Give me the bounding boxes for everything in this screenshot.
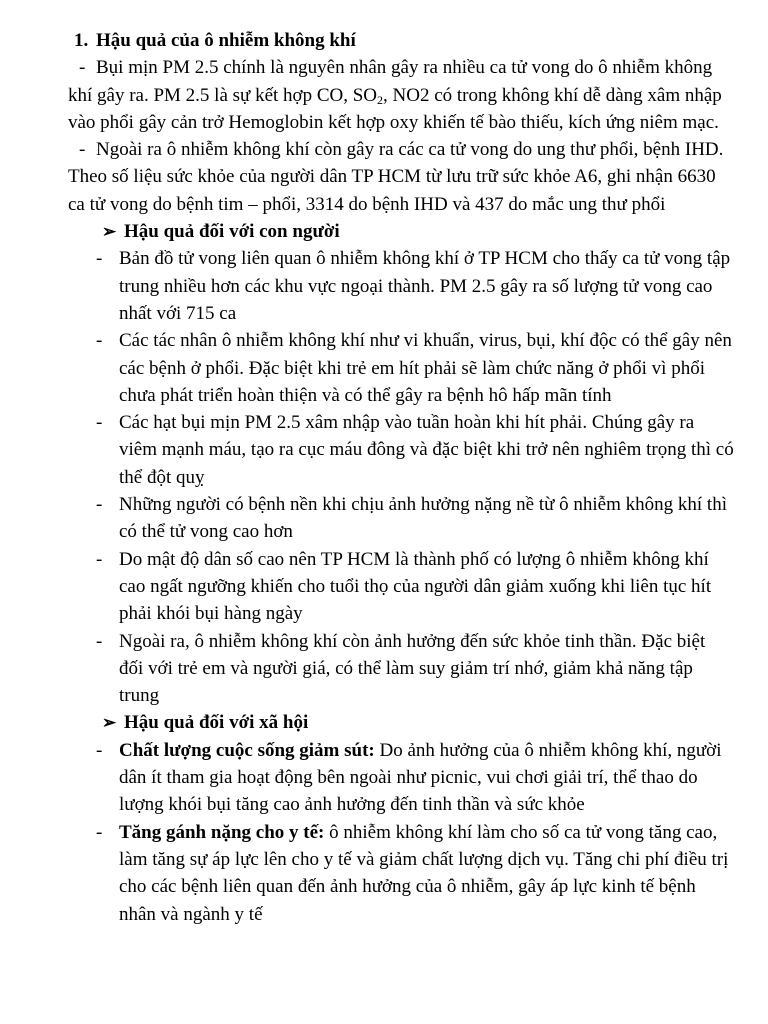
list-item-text: Các hạt bụi mịn PM 2.5 xâm nhập vào tuần hoàn khi hít phải. Chúng gây ra viêm mạnh máu, tạo ra cục máu đông và đặc biệt khi trở nên nghiêm trọng thì có thể đột quỵ xyxy=(119,412,734,488)
subheading-people xyxy=(102,218,734,245)
list-item xyxy=(68,409,734,491)
list-dash: - xyxy=(96,630,103,652)
subheading-title: Hậu quả đối với xã hội xyxy=(124,712,309,734)
subheading-society xyxy=(102,709,734,736)
list-item xyxy=(68,491,734,546)
arrow-bullet-icon: ➢ xyxy=(102,713,117,733)
list-dash: - xyxy=(96,739,103,761)
paragraph-pm25 xyxy=(68,54,734,136)
society-consequences-list xyxy=(68,737,734,928)
list-dash: - xyxy=(96,412,103,434)
arrow-bullet-icon: ➢ xyxy=(102,222,117,242)
list-item-text: Những người có bệnh nền khi chịu ảnh hưởng nặng nề từ ô nhiễm không khí thì có thể tử vong cao hơn xyxy=(119,494,727,543)
list-item xyxy=(68,819,734,928)
list-item xyxy=(68,245,734,327)
list-item-text: Do mật độ dân số cao nên TP HCM là thành phố có lượng ô nhiễm không khí cao ngất ngưỡng khiến cho tuổi thọ của người dân giảm xuống khi liên tục hít phải khói bụi hàng ngày xyxy=(119,548,712,625)
list-dash: - xyxy=(96,248,103,270)
paragraph-text-part1: Bụi mịn PM 2.5 chính là nguyên nhân gây ra nhiều ca tử vong do ô nhiễm không khí gây ra. PM 2.5 là sự kết hợp CO, SO xyxy=(68,57,713,106)
people-consequences-list xyxy=(68,245,734,709)
list-item xyxy=(68,737,734,819)
section-title: Hậu quả của ô nhiễm không khí xyxy=(96,30,356,51)
section-number: 1. xyxy=(74,30,89,51)
list-item-text: ô nhiễm không khí làm cho số ca tử vong tăng cao, làm tăng sự áp lực lên cho y tế và giảm chất lượng dịch vụ. Tăng chi phí điều trị cho các bệnh liên quan đến ảnh hưởng của ô nhiễm, gây áp lực kinh tế bệnh nhân và ngành y tế xyxy=(119,821,729,925)
list-item xyxy=(68,327,734,409)
list-dash: - xyxy=(96,548,103,570)
paragraph-dash: - xyxy=(79,139,86,161)
paragraph-text-part2: , NO2 có trong không khí dễ dàng xâm nhập vào phổi gây cản trở Hemoglobin kết hợp oxy khiến tế bào thiếu, kích ứng niêm mạc. xyxy=(68,84,722,133)
list-item xyxy=(68,546,734,628)
list-item xyxy=(68,628,734,710)
paragraph-text: Ngoài ra ô nhiễm không khí còn gây ra các ca tử vong do ung thư phổi, bệnh IHD. Theo số liệu sức khỏe của người dân TP HCM từ lưu trữ sức khỏe A6, ghi nhận 6630 ca tử vong do bệnh tim – phổi, 3314 do bệnh IHD và 437 do mắc ung thư phổi xyxy=(68,139,724,215)
list-item-bold-lead: Chất lượng cuộc sống giảm sút: xyxy=(119,739,375,761)
paragraph-dash: - xyxy=(79,57,86,79)
list-item-text: Các tác nhân ô nhiễm không khí như vi khuẩn, virus, bụi, khí độc có thể gây nên các bệnh ở phổi. Đặc biệt khi trẻ em hít phải sẽ làm chức năng ở phổi vì phổi chưa phát triển hoàn thiện và có thể gây ra bệnh hô hấp mãn tính xyxy=(119,330,732,406)
list-item-text: Do ảnh hưởng của ô nhiễm không khí, người dân ít tham gia hoạt động bên ngoài như picnic, vui chơi giải trí, thể thao do lượng khói bụi tăng cao ảnh hưởng đến tinh thần và sức khỏe xyxy=(119,739,722,816)
list-dash: - xyxy=(96,494,103,516)
list-dash: - xyxy=(96,821,103,843)
list-item-text: Ngoài ra, ô nhiễm không khí còn ảnh hưởng đến sức khỏe tinh thần. Đặc biệt đối với trẻ em và người giá, có thể làm suy giảm trí nhớ, giảm khả năng tập trung xyxy=(119,630,706,707)
subscript-2: 2 xyxy=(377,92,384,107)
paragraph-mortality xyxy=(68,136,734,218)
list-item-bold-lead: Tăng gánh nặng cho y tế: xyxy=(119,821,325,843)
section-heading xyxy=(74,27,734,54)
list-dash: - xyxy=(96,330,103,352)
list-item-text: Bản đồ tử vong liên quan ô nhiễm không khí ở TP HCM cho thấy ca tử vong tập trung nhiều hơn các khu vực ngoại thành. PM 2.5 gây ra số lượng tử vong cao nhất với 715 ca xyxy=(119,248,731,324)
subheading-title: Hậu quả đối với con người xyxy=(124,221,340,243)
